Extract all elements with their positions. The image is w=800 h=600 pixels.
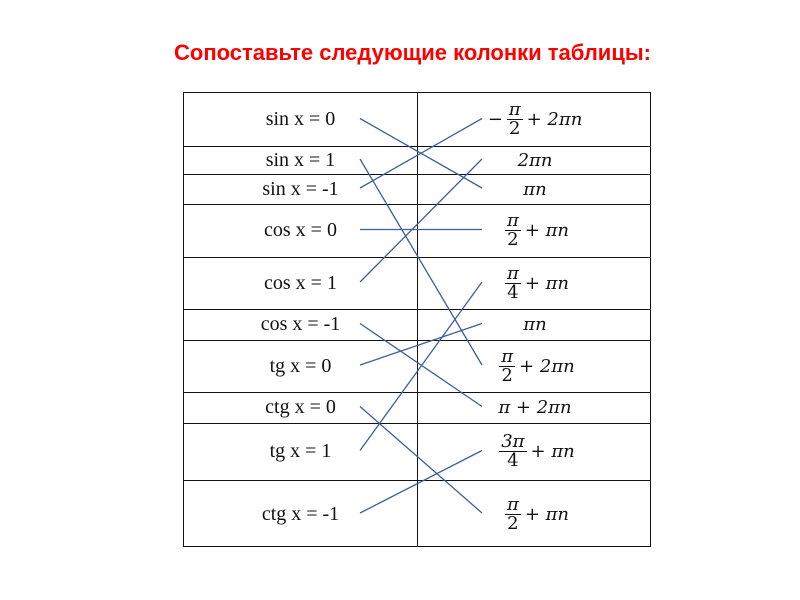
solution-cell [418,480,652,548]
formula-text: + πn [524,503,570,525]
solution-cell [418,204,652,257]
fraction [505,212,521,249]
solution-formula [501,493,570,534]
formula-text: π + 2πn [498,397,572,418]
fraction-numerator: π [506,210,519,231]
solution-cell [418,146,652,174]
fraction-numerator: π [506,262,519,284]
fraction-numerator: π [506,493,519,515]
fraction [499,345,515,386]
solution-formula [523,179,546,200]
fraction-denominator: 2 [501,364,513,386]
equation-cell: cos x = 0 [264,219,337,241]
solution-formula [495,433,575,470]
fraction-denominator: 2 [507,229,519,250]
formula-text: + πn [524,220,570,241]
fraction [507,101,523,138]
fraction-numerator: π [508,99,521,120]
fraction-numerator: π [501,345,514,367]
formula-text: πn [523,178,547,200]
equation-cell: cos x = -1 [260,313,341,335]
equation-cell: cos x = 1 [264,271,337,294]
equation-cell: ctg x = -1 [261,502,340,525]
solution-formula [501,212,569,249]
solution-cell [418,309,652,340]
fraction-numerator: 3π [501,431,525,452]
formula-text: + πn [530,441,575,462]
matching-table [183,92,651,547]
formula-text: + 2πn [526,109,583,130]
solution-formula [523,314,546,335]
fraction-denominator: 4 [507,450,519,471]
formula-text: πn [523,314,547,335]
formula-text: 2πn [517,149,553,171]
task-title: Сопоставьте следующие колонки таблицы: [174,40,651,65]
formula-text: + 2πn [519,355,575,377]
formula-sign: − [487,109,503,130]
fraction [499,433,526,470]
solution-formula [518,150,553,171]
solution-formula [488,101,583,138]
solution-formula [495,345,575,386]
fraction [505,262,521,303]
fraction-denominator: 4 [507,281,519,303]
solution-cell [418,340,652,392]
solution-formula [501,262,570,303]
fraction [505,493,521,534]
equation-cell: ctg x = 0 [265,396,336,418]
fraction-denominator: 2 [508,118,521,139]
formula-text: + πn [524,272,570,294]
solution-cell [418,93,652,146]
fraction-denominator: 2 [507,512,519,534]
solution-formula [498,397,571,418]
solution-cell [418,257,652,309]
equation-cell: sin x = -1 [262,177,339,200]
equation-cell: sin x = 1 [265,148,336,171]
solution-cell [418,423,652,480]
equation-cell: sin x = 0 [265,108,336,130]
solution-cell [418,392,652,423]
equation-cell: tg x = 1 [269,440,332,462]
equation-cell: tg x = 0 [269,354,332,377]
solution-cell [418,174,652,204]
